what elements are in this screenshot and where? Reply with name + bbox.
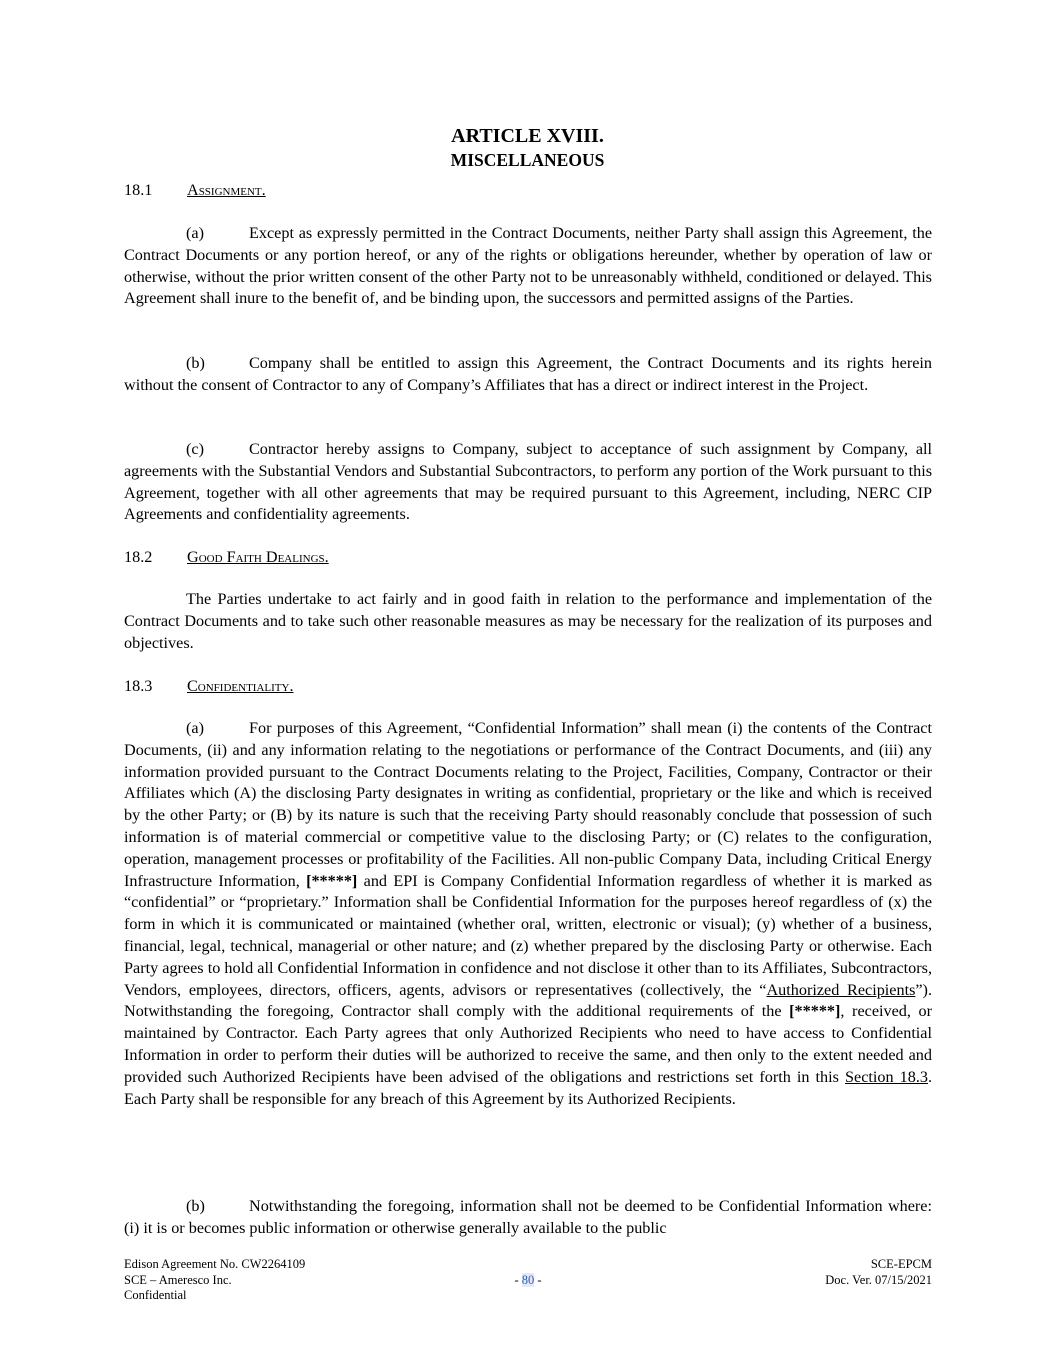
- section-reference-link[interactable]: Section 18.3: [845, 1067, 928, 1086]
- paragraph-label: (b): [186, 354, 205, 372]
- paragraph-18-1-a: [124, 223, 932, 310]
- paragraph-18-1-b: [124, 353, 932, 397]
- paragraph-text: , received, or maintained by Contractor. Each Party agrees that only Authorized Recipients who need to have access to Confidential Information in order to perform their duties will be authorized to receive the same, and then only to the extent needed and provided such Authorized Recipients have been advised of the obligations and restrictions set forth in this: [124, 1002, 932, 1086]
- page-number: 80: [521, 1272, 535, 1287]
- paragraph-label: (c): [186, 440, 204, 458]
- section-number: 18.2: [124, 548, 153, 566]
- footer-doc-type: SCE-EPCM: [870, 1257, 932, 1271]
- paragraph-18-1-c: [124, 439, 932, 526]
- footer-agreement-number: Edison Agreement No. CW2264109: [124, 1257, 306, 1271]
- section-18-1-heading: [124, 180, 266, 202]
- section-number: 18.3: [124, 677, 153, 695]
- section-title: Assignment.: [187, 181, 266, 199]
- footer-confidential: Confidential: [124, 1288, 187, 1302]
- paragraph-text: The Parties undertake to act fairly and in good faith in relation to the performance and implementation of the Contract Documents and to take such other reasonable measures as may be necessary for the realization of its purposes and objectives.: [124, 590, 932, 652]
- paragraph-18-3-a: [124, 718, 932, 1110]
- redacted-text: [*****]: [306, 871, 358, 890]
- section-title: Good Faith Dealings.: [187, 548, 329, 566]
- footer-parties: SCE – Ameresco Inc.: [124, 1272, 232, 1287]
- paragraph-label: (a): [186, 224, 204, 242]
- footer-page-number: [124, 1273, 932, 1289]
- article-subtitle: MISCELLANEOUS: [450, 150, 605, 170]
- paragraph-text: Except as expressly permitted in the Contract Documents, neither Party shall assign this Agreement, the Contract Documents or any portion hereof, or any of the rights or obligations hereunder, whether by operation of law or otherwise, without the prior written consent of the other Party not to be unreasonably withheld, conditioned or delayed. This Agreement shall inure to the benefit of, and be binding upon, the successors and permitted assigns of the Parties.: [124, 224, 932, 308]
- paragraph-text: . Each Party shall be responsible for any breach of this Agreement by its Authorized Recipients.: [124, 1067, 933, 1108]
- section-18-2-heading: [124, 547, 329, 569]
- paragraph-text: Notwithstanding the foregoing, information shall not be deemed to be Confidential Information where: (i) it is or becomes public information or otherwise generally available to the public: [124, 1197, 932, 1237]
- paragraph-18-3-b: [124, 1196, 932, 1240]
- section-number: 18.1: [124, 181, 153, 199]
- paragraph-text: ”). Notwithstanding the foregoing, Contractor shall comply with the additional requirements of the: [124, 980, 932, 1021]
- paragraph-text: Contractor hereby assigns to Company, subject to acceptance of such assignment by Company, all agreements with the Substantial Vendors and Substantial Subcontractors, to perform any portion of the Work pursuant to this Agreement, together with all other agreements that may be required pursuant to this Agreement, including, NERC CIP Agreements and confidentiality agreements.: [124, 440, 932, 524]
- page-number-prefix: -: [514, 1272, 522, 1287]
- redacted-text: [*****]: [789, 1002, 841, 1021]
- footer-doc-version: Doc. Ver. 07/15/2021: [825, 1272, 932, 1287]
- paragraph-label: (a): [186, 719, 204, 737]
- paragraph-label: (b): [186, 1197, 205, 1215]
- article-title: ARTICLE XVIII.: [451, 125, 604, 147]
- page-footer: [124, 1257, 932, 1304]
- defined-term: Authorized Recipients: [766, 980, 916, 999]
- paragraph-text: For purposes of this Agreement, “Confidential Information” shall mean (i) the contents of the Contract Documents, (ii) and any information relating to the negotiations or performance of the Contract Documents, and (iii) any information provided pursuant to the Contract Documents relating to the Project, Facilities, Company, Contractor or their Affiliates which (A) the disclosing Party designates in writing as confidential, proprietary or the like and which is received by the other Party; or (B) by its nature is such that the receiving Party should reasonably conclude that possession of such information is of material commercial or competitive value to the disclosing Party; or (C) relates to the configuration, operation, management processes or profitability of the Facilities. All non-public Company Data, including Critical Energy Infrastructure Information,: [124, 719, 932, 890]
- paragraph-text: Company shall be entitled to assign this Agreement, the Contract Documents and its rights herein without the consent of Contractor to any of Company’s Affiliates that has a direct or indirect interest in the Project.: [124, 354, 932, 394]
- paragraph-18-2: [124, 589, 932, 654]
- section-18-3-heading: [124, 676, 294, 698]
- paragraph-text: and EPI is Company Confidential Information regardless of whether it is marked as “confidential” or “proprietary.” Information shall be Confidential Information for the purposes hereof regardless of (x) the form in which it is communicated or maintained (whether oral, written, electronic or visual); (y) whether of a business, financial, legal, technical, managerial or other nature; and (z) whether prepared by the disclosing Party or otherwise. Each Party agrees to hold all Confidential Information in confidence and not disclose it other than to its Affiliates, Subcontractors, Vendors, employees, directors, officers, agents, advisors or representatives (collectively, the “: [124, 871, 933, 999]
- section-title: Confidentiality.: [187, 677, 294, 695]
- page-number-suffix: -: [534, 1272, 542, 1287]
